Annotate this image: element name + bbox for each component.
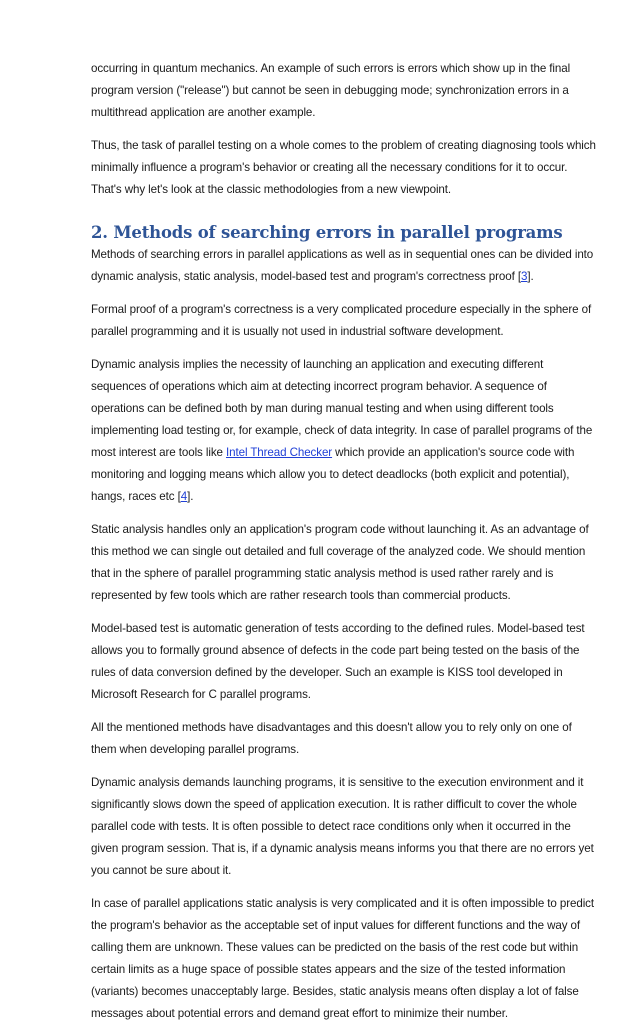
intro-tail: ]. [527, 270, 534, 283]
paragraph-static-complexity: In case of parallel applications static analysis is very complicated and it is often impossible to predict the program's behavior as the acceptable set of input values for different functions and the way of calling them are unknown. These values can be predicted on the basis of the rest code but within certain limits as a huge space of possible states appears and the size of the tested information (variants) becomes unacceptably large. Besides, static analysis means often display a lot of false messages about potential errors and demand great effort to minimize their number. [91, 897, 594, 1020]
paragraph-parallel-testing: Thus, the task of parallel testing on a whole comes to the problem of creating diagnosing tools which minimally influence a program's behavior or creating all the necessary conditions for it to occur. That's why let's look at the classic methodologies from a new viewpoint. [91, 139, 596, 196]
paragraph-formal-proof: Formal proof of a program's correctness is a very complicated procedure especially in the sphere of parallel programming and it is usually not used in industrial software development. [91, 303, 592, 338]
reference-link-3[interactable]: 3 [520, 270, 528, 283]
paragraph-static-analysis: Static analysis handles only an application's program code without launching it. As an advantage of this method we can single out detailed and full coverage of the analyzed code. We should mention that in the sphere of parallel programming static analysis method is used rather rarely and is represented by few tools which are rather research tools than commercial products. [91, 523, 589, 602]
dynamic-tail: ]. [187, 490, 194, 503]
paragraph-methods-intro [91, 244, 597, 288]
paragraph-quantum-errors: occurring in quantum mechanics. An example of such errors is errors which show up in the final program version ("release") but cannot be seen in debugging mode; synchronization errors in a multithread application are another example. [91, 62, 571, 119]
dynamic-text: Dynamic analysis implies the necessity of launching an application and executing different sequences of operations which aim at detecting incorrect program behavior. A sequence of operations can be defined both by man during manual testing and when using different tools implementing load testing or, for example, check of data integrity. In case of parallel programs of the most interest are tools like [91, 358, 593, 459]
paragraph-dynamic-demands: Dynamic analysis demands launching programs, it is sensitive to the execution environment and it significantly slows down the speed of application execution. It is rather difficult to cover the whole parallel code with tests. It is often possible to detect race conditions only when it occurred in the given program session. That is, if a dynamic analysis means informs you that there are no errors yet you cannot be sure about it. [91, 776, 594, 877]
intel-thread-checker-link[interactable]: Intel Thread Checker [226, 446, 333, 459]
paragraph-disadvantages: All the mentioned methods have disadvantages and this doesn't allow you to rely only on one of them when developing parallel programs. [91, 721, 572, 756]
document-page [91, 58, 597, 1036]
paragraph-model-based-test: Model-based test is automatic generation of tests according to the defined rules. Model-based test allows you to formally ground absence of defects in the code part being tested on the basis of the rules of data conversion defined by the developer. Such an example is KISS tool developed in Microsoft Research for C parallel programs. [91, 622, 585, 701]
paragraph-dynamic-analysis [91, 354, 597, 508]
dynamic-mid: which provide an application's source code with monitoring and logging means which allow you to detect deadlocks (both explicit and potential), hangs, races etc [ [91, 446, 575, 503]
intro-text: Methods of searching errors in parallel applications as well as in sequential ones can be divided into dynamic analysis, static analysis, model-based test and program's correctness proof [ [91, 248, 594, 283]
reference-link-4[interactable]: 4 [180, 490, 188, 503]
section-heading: 2. Methods of searching errors in parallel programs [91, 223, 563, 242]
